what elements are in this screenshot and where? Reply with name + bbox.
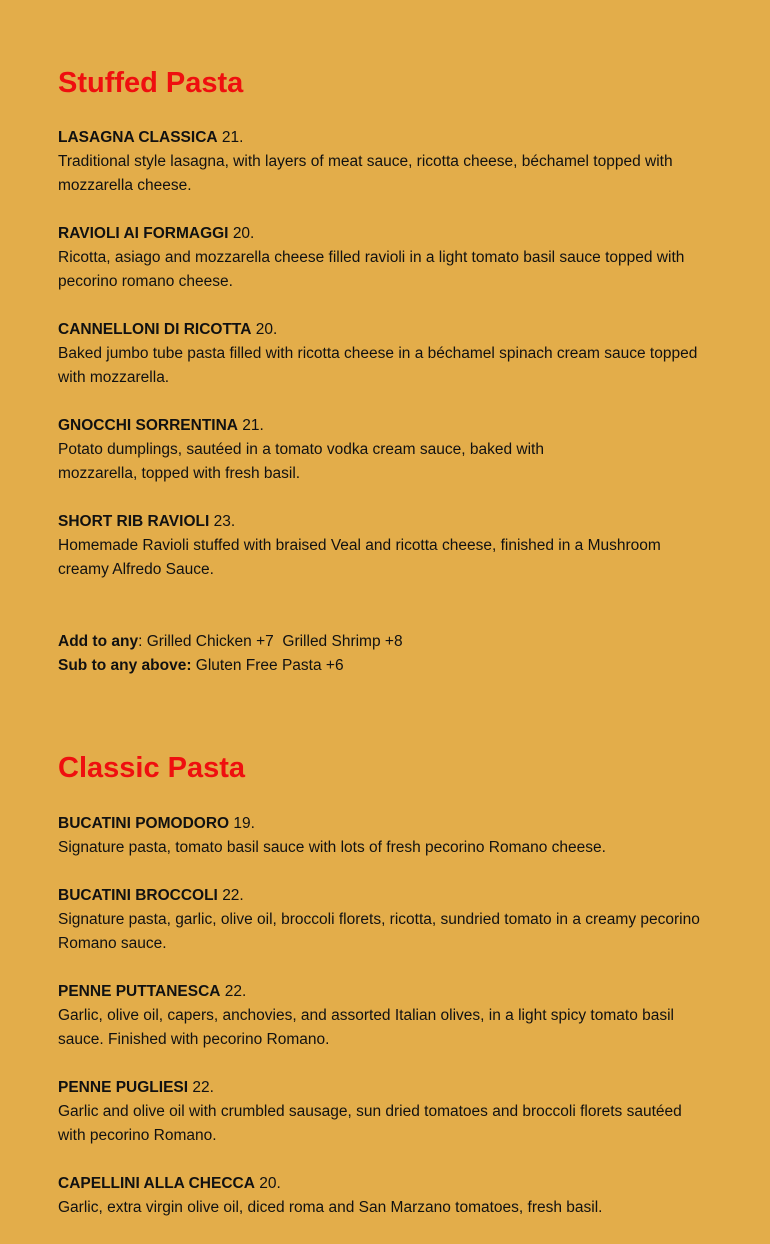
item-name: BUCATINI BROCCOLI — [58, 887, 218, 904]
menu-item — [58, 414, 568, 486]
item-description: Traditional style lasagna, with layers of meat sauce, ricotta cheese, béchamel topped with mozzarella cheese. — [58, 153, 673, 194]
item-name: CANNELLONI DI RICOTTA — [58, 321, 252, 338]
item-description: Signature pasta, garlic, olive oil, broccoli florets, ricotta, sundried tomato in a creamy pecorino Romano sauce. — [58, 911, 700, 952]
stuffed-pasta-items — [58, 126, 713, 606]
menu-item — [58, 812, 713, 860]
item-name: PENNE PUTTANESCA — [58, 983, 221, 1000]
item-price: 22. — [224, 983, 247, 1000]
item-price: 20. — [259, 1175, 281, 1192]
item-price: 21. — [242, 417, 264, 434]
item-name: LASAGNA CLASSICA — [58, 129, 218, 146]
item-name: BUCATINI POMODORO — [58, 815, 230, 832]
item-description: Garlic and olive oil with crumbled sausage, sun dried tomatoes and broccoli florets sautéed with pecorino Romano. — [58, 1103, 682, 1144]
menu-item — [58, 884, 713, 956]
item-description: Potato dumplings, sautéed in a tomato vodka cream sauce, baked with mozzarella, topped with fresh basil. — [58, 441, 544, 482]
add-to-any-line — [58, 630, 713, 654]
classic-pasta-items — [58, 812, 713, 1244]
item-description: Baked jumbo tube pasta filled with ricotta cheese in a béchamel spinach cream sauce topped with mozzarella. — [58, 345, 698, 386]
item-name: SHORT RIB RAVIOLI — [58, 513, 210, 530]
sub-to-any-line — [58, 654, 713, 678]
item-price: 21. — [221, 129, 244, 146]
item-description: Homemade Ravioli stuffed with braised Veal and ricotta cheese, finished in a Mushroom creamy Alfredo Sauce. — [58, 537, 661, 578]
add-to-any-text: : Grilled Chicken +7 Grilled Shrimp +8 — [138, 633, 403, 650]
menu-item — [58, 318, 713, 390]
item-description: Garlic, extra virgin olive oil, diced roma and San Marzano tomatoes, fresh basil. — [58, 1199, 603, 1216]
sub-to-any-text: Gluten Free Pasta +6 — [191, 657, 344, 674]
item-price: 19. — [233, 815, 255, 832]
section-title-stuffed-pasta: Stuffed Pasta — [58, 67, 244, 99]
item-description: Garlic, olive oil, capers, anchovies, and assorted Italian olives, in a light spicy tomato basil sauce. Finished with pecorino Romano. — [58, 1007, 674, 1048]
section-title-classic-pasta: Classic Pasta — [58, 752, 246, 784]
menu-item — [58, 222, 713, 294]
menu-item — [58, 980, 713, 1052]
item-description: Signature pasta, tomato basil sauce with lots of fresh pecorino Romano cheese. — [58, 839, 606, 856]
addons-note — [58, 630, 713, 678]
item-description: Ricotta, asiago and mozzarella cheese filled ravioli in a light tomato basil sauce topped with pecorino romano cheese. — [58, 249, 685, 290]
menu-item — [58, 1076, 713, 1148]
item-price: 20. — [255, 321, 278, 338]
item-price: 22. — [222, 887, 244, 904]
menu-item — [58, 510, 713, 582]
item-name: CAPELLINI ALLA CHECCA — [58, 1175, 255, 1192]
item-name: RAVIOLI AI FORMAGGI — [58, 225, 229, 242]
item-name: GNOCCHI SORRENTINA — [58, 417, 238, 434]
add-to-any-label: Add to any — [58, 633, 139, 650]
item-price: 20. — [232, 225, 255, 242]
item-price: 23. — [213, 513, 236, 530]
sub-to-any-label: Sub to any above: — [58, 657, 192, 674]
item-name: PENNE PUGLIESI — [58, 1079, 189, 1096]
item-price: 22. — [192, 1079, 214, 1096]
menu-item — [58, 126, 713, 198]
menu-item — [58, 1172, 713, 1220]
